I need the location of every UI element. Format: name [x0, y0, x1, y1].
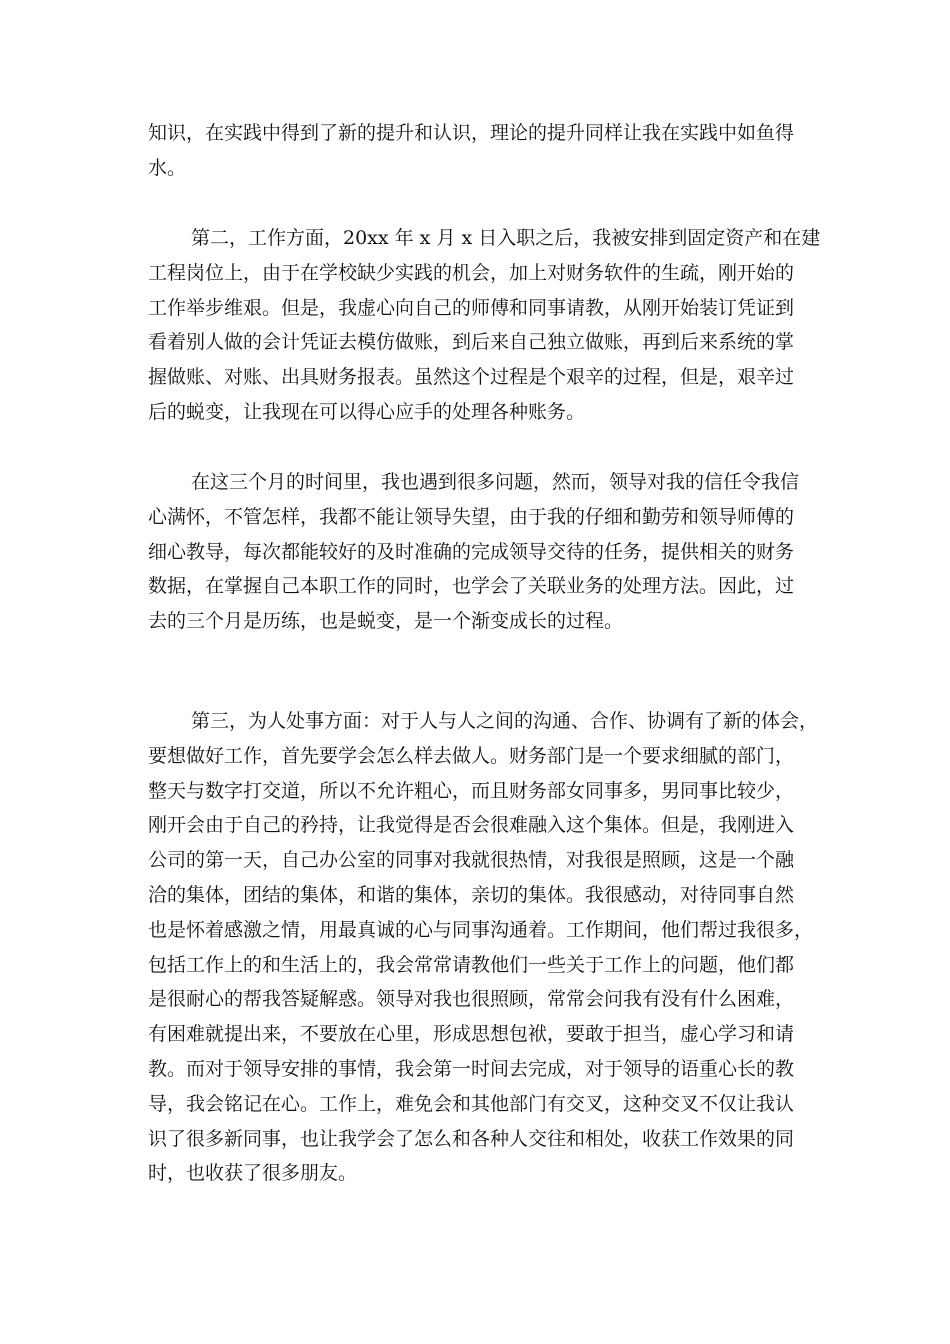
text-line: 公司的第一天，自己办公室的同事对我就很热情，对我很是照顾，这是一个融 — [148, 849, 795, 872]
text-line: 识了很多新同事，也让我学会了怎么和各种人交往和相处，收获工作效果的同 — [148, 1127, 795, 1150]
text-line: 刚开会由于自己的矜持，让我觉得是否会很难融入这个集体。但是，我刚进入 — [148, 814, 795, 837]
text-line: 去的三个月是历练，也是蜕变，是一个渐变成长的过程。 — [148, 610, 624, 633]
text-line: 知识，在实践中得到了新的提升和认识，理论的提升同样让我在实践中如鱼得 — [148, 122, 795, 144]
text-line: 工程岗位上，由于在学校缺少实践的机会，加上对财务软件的生疏，刚开始的 — [148, 261, 795, 284]
text-line: 教。而对于领导安排的事情，我会第一时间去完成，对于领导的语重心长的教 — [148, 1057, 795, 1080]
paragraph-continuation — [148, 116, 818, 186]
text-line: 握做账、对账、出具财务报表。虽然这个过程是个艰辛的过程，但是，艰辛过 — [148, 366, 795, 389]
text-line: 洽的集体，团结的集体，和谐的集体，亲切的集体。我很感动，对待同事自然 — [148, 883, 795, 906]
text-line: 水。 — [148, 156, 187, 179]
text-line: 数据，在掌握自己本职工作的同时，也学会了关联业务的处理方法。因此，过 — [148, 575, 795, 598]
text-line: 后的蜕变，让我现在可以得心应手的处理各种账务。 — [148, 400, 586, 423]
text-line: 也是怀着感激之情，用最真诚的心与同事沟通着。工作期间，他们帮过我很多， — [148, 918, 814, 941]
text-line: 时，也收获了很多朋友。 — [148, 1162, 358, 1185]
text-line: 细心教导，每次都能较好的及时准确的完成领导交待的任务，提供相关的财务 — [148, 540, 795, 563]
paragraph-three-months — [148, 465, 818, 639]
text-line: 第二，工作方面，20xx 年 x 月 x 日入职之后，我被安排到固定资产和在建 — [191, 227, 821, 249]
text-line: 看着别人做的会计凭证去模仿做账，到后来自己独立做账，再到后来系统的掌 — [148, 331, 795, 354]
text-line: 第三，为人处事方面：对于人与人之间的沟通、合作、协调有了新的体会， — [191, 710, 819, 732]
text-line: 工作举步维艰。但是，我虚心向自己的师傅和同事请教，从刚开始装订凭证到 — [148, 296, 795, 319]
text-line: 包括工作上的和生活上的，我会常常请教他们一些关于工作上的问题，他们都 — [148, 953, 795, 976]
text-line: 要想做好工作，首先要学会怎么样去做人。财务部门是一个要求细腻的部门， — [148, 744, 795, 767]
paragraph-work — [148, 221, 821, 430]
text-line: 心满怀，不管怎样，我都不能让领导失望，由于我的仔细和勤劳和领导师傅的 — [148, 505, 795, 528]
text-line: 在这三个月的时间里，我也遇到很多问题，然而，领导对我的信任令我信 — [191, 471, 800, 493]
text-line: 整天与数字打交道，所以不允许粗心，而且财务部女同事多，男同事比较少， — [148, 779, 795, 802]
paragraph-interpersonal — [148, 704, 818, 1191]
text-line: 是很耐心的帮我答疑解惑。领导对我也很照顾，常常会问我有没有什么困难， — [148, 988, 795, 1011]
text-line: 导，我会铭记在心。工作上，难免会和其他部门有交叉，这种交叉不仅让我认 — [148, 1092, 795, 1115]
text-line: 有困难就提出来，不要放在心里，形成思想包袱，要敢于担当，虚心学习和请 — [148, 1023, 795, 1046]
